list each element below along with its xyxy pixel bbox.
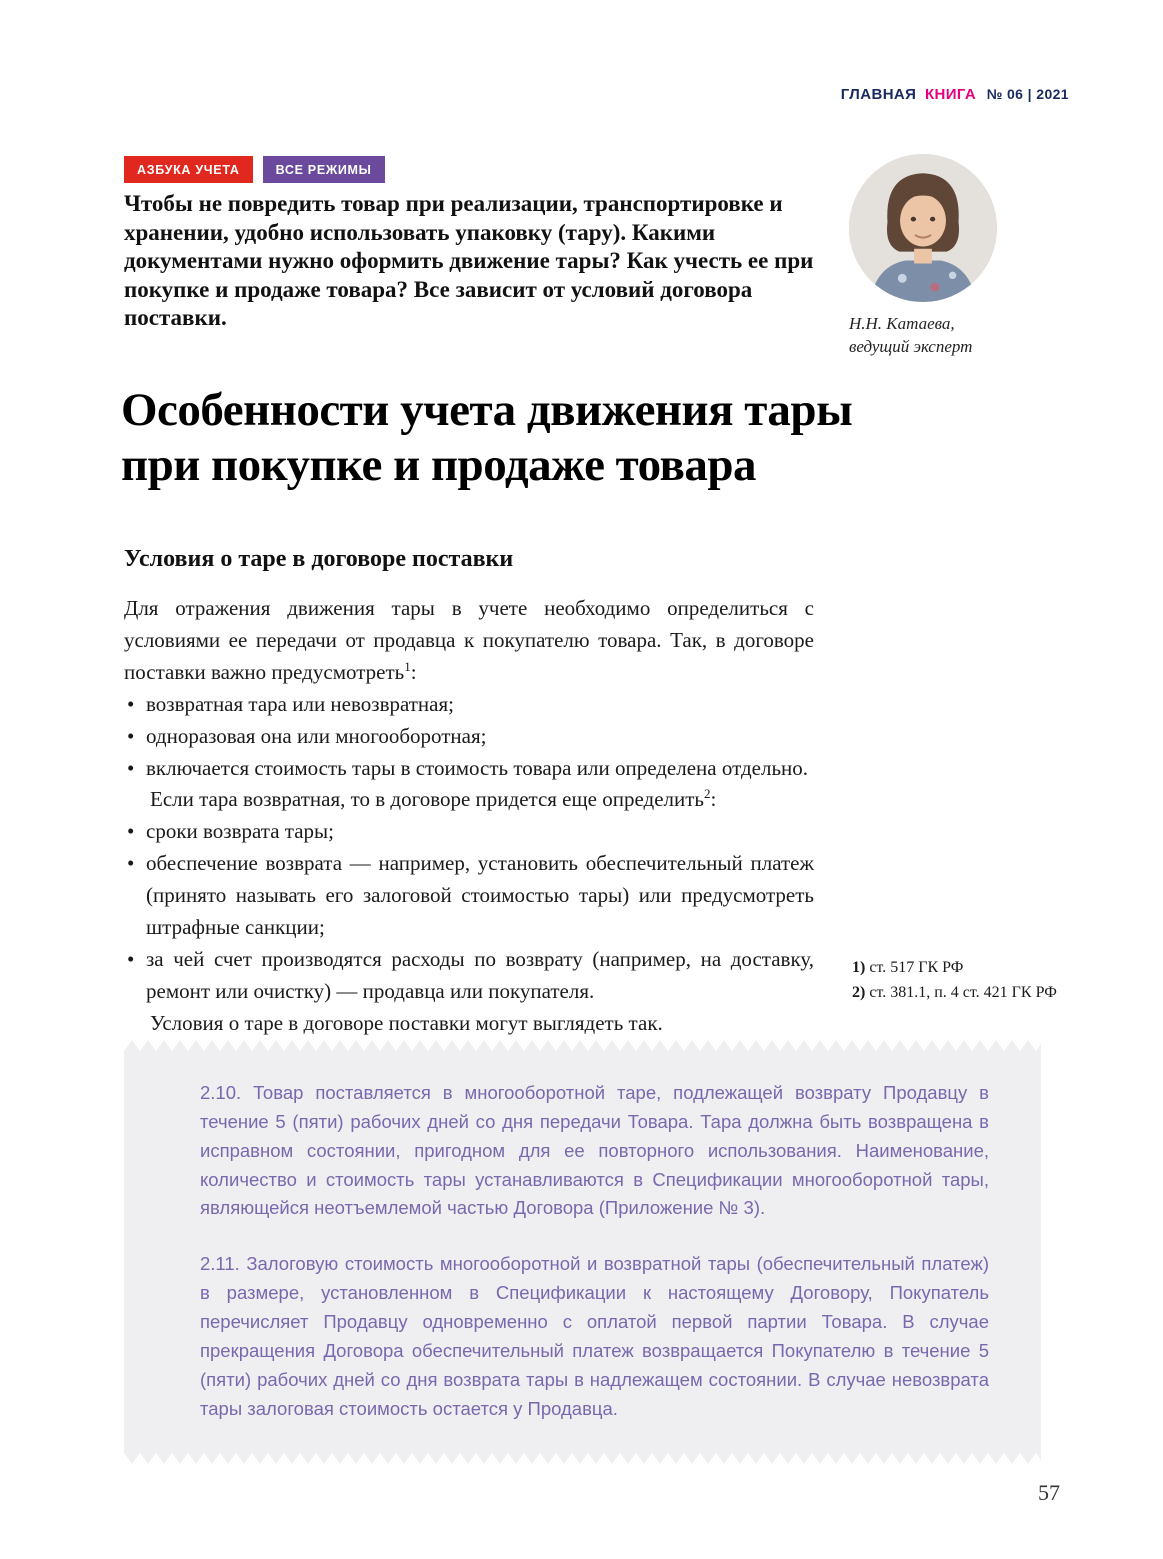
badge-azbuka-ucheta: АЗБУКА УЧЕТА [124, 156, 253, 183]
bullet-item: • за чей счет производятся расходы по возврату (например, на доставку, ремонт или очистку) — продавца или покупателя. [124, 944, 814, 1008]
body-paragraph-1-text: Для отражения движения тары в учете необходимо определиться с условиями ее передачи от продавца к покупателю товара. Так, в договоре поставки важно предусмотреть [124, 596, 814, 684]
contract-clause-2-10: 2.10. Товар поставляется в многооборотной таре, подлежащей возврату Продавцу в течение 5 (пяти) рабочих дней со дня передачи Товара. Тара должна быть возвращена в исправном состоянии, пригодном для ее повторного использования. Наименование, количество и стоимость тары устанавливаются в Спецификации многооборотной тары, являющейся неотъемлемой частью Договора (Приложение № 3). [200, 1082, 989, 1219]
body-paragraph-1-tail: : [410, 659, 417, 684]
bullet-item: • одноразовая она или многооборотная; [124, 721, 814, 753]
body-paragraph-3: Условия о таре в договоре поставки могут выглядеть так. [150, 1010, 663, 1035]
bullet-item: • включается стоимость тары в стоимость товара или определена отдельно. [124, 753, 814, 785]
magazine-name-part2: КНИГА [924, 86, 977, 103]
body-paragraph-1 [124, 593, 814, 689]
magazine-name-part1: ГЛАВНАЯ [840, 86, 917, 103]
author-portrait-illustration [849, 154, 997, 302]
footnotes [852, 956, 1092, 1006]
author-caption [849, 313, 972, 359]
page-number: 57 [1038, 1480, 1060, 1505]
bullet-list-1 [124, 689, 814, 785]
body-paragraph-2-text: Если тара возвратная, то в договоре придется еще определить [150, 787, 704, 812]
footnote-1 [852, 956, 1092, 981]
author-name: Н.Н. Катаева, [849, 314, 955, 333]
issue-number: № 06 | 2021 [986, 86, 1069, 102]
article-title-line2: при покупке и продаже товара [121, 438, 757, 491]
footnote-1-number: 1) [852, 959, 866, 976]
bullet-item: • сроки возврата тары; [124, 816, 814, 848]
contract-clause-2-11: 2.11. Залоговую стоимость многооборотной и возвратной тары (обеспечительный платеж) в размере, установленном в Спецификации к настоящему Договору, Покупатель перечисляет Продавцу одновременно с оплатой первой партии Товара. В случае прекращения Договора обеспечительный платеж возвращается Покупателю в течение 5 (пяти) рабочих дней со дня возврата тары в надлежащем состоянии. В случае невозврата тары залоговая стоимость остается у Продавца. [200, 1253, 989, 1419]
badge-vse-rezhimy: ВСЕ РЕЖИМЫ [263, 156, 385, 183]
author-role: ведущий эксперт [849, 336, 973, 356]
rubric-badges [124, 156, 385, 183]
footnote-2 [852, 981, 1092, 1006]
zigzag-top-edge [124, 1040, 1041, 1051]
article-title-line1: Особенности учета движения тары [121, 384, 853, 436]
section-heading: Условия о таре в договоре поставки [124, 546, 514, 572]
contract-excerpt-content [124, 1051, 1041, 1453]
contract-excerpt-box [124, 1040, 1041, 1464]
zigzag-bottom-edge [124, 1453, 1041, 1464]
bullet-list-2 [124, 816, 814, 1007]
footnote-2-number: 2) [852, 983, 866, 1001]
masthead [841, 86, 1069, 103]
body-paragraph-2-tail: : [710, 787, 717, 812]
intro-paragraph: Чтобы не повредить товар при реализации, транспортировке и хранении, удобно использовать упаковку (тару). Какими документами нужно оформить движение тары? Как учесть ее при покупке и продаже товара? Все зависит от условий договора поставки. [124, 191, 814, 331]
author-photo [849, 154, 997, 302]
article-title [121, 383, 852, 493]
footnote-1-text: ст. 517 ГК РФ [869, 959, 964, 976]
footnote-marker-1: 1 [404, 658, 411, 674]
bullet-item: • возвратная тара или невозвратная; [124, 689, 814, 721]
footnote-2-text: ст. 381.1, п. 4 ст. 421 ГК РФ [869, 983, 1057, 1001]
bullet-item: • обеспечение возврата — например, установить обеспечительный платеж (принято называть его залоговой стоимостью тары) или предусмотреть штрафные санкции; [124, 848, 814, 944]
footnote-marker-2: 2 [704, 786, 711, 802]
article-body [124, 593, 814, 1040]
body-paragraph-2 [124, 784, 814, 816]
